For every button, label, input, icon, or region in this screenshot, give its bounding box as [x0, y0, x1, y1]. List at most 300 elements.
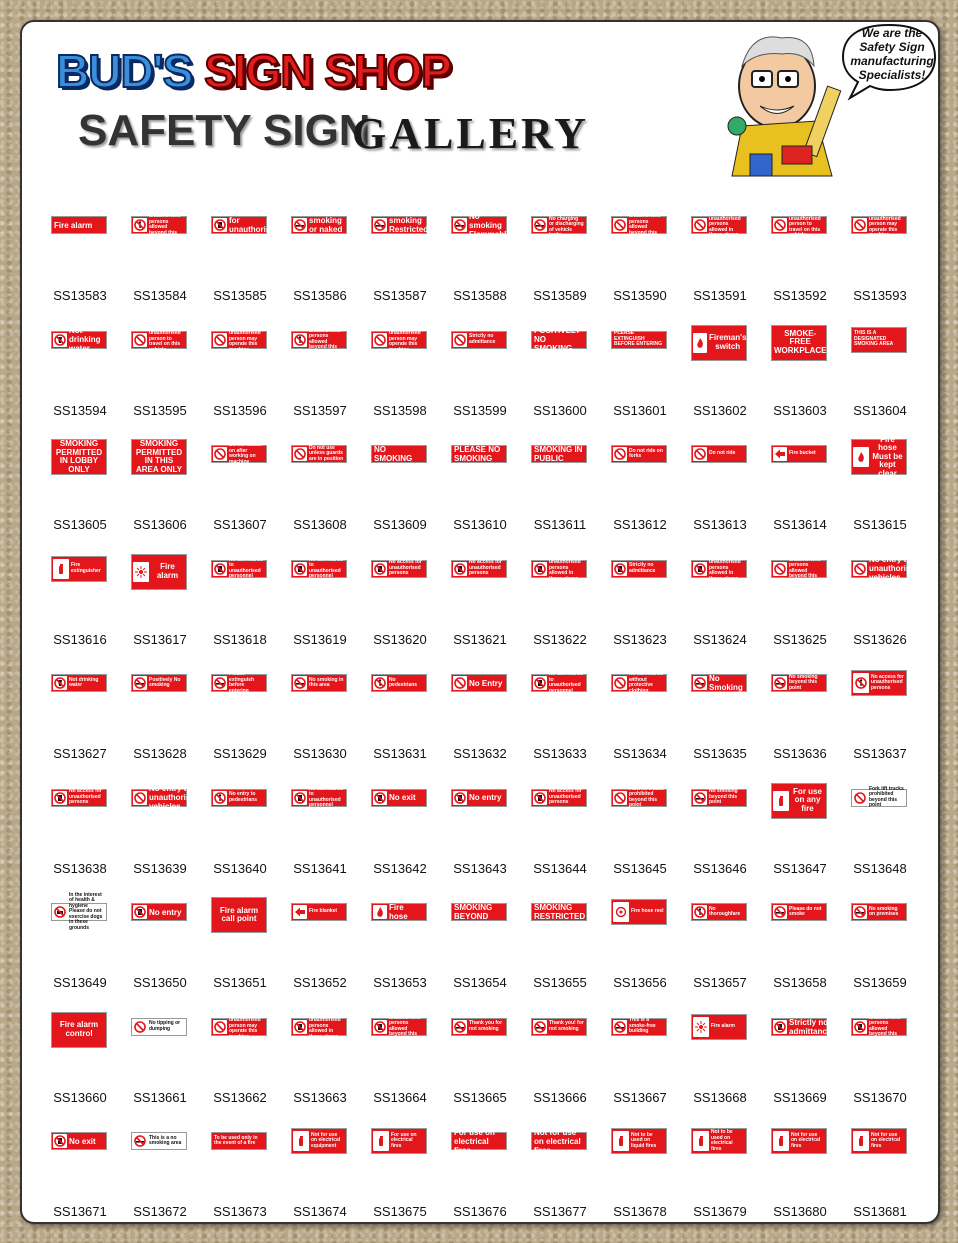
sign-code-label[interactable]: SS13628 [133, 746, 187, 761]
sign-code-label[interactable]: SS13596 [213, 402, 267, 418]
sign-code-label[interactable]: SS13610 [453, 517, 507, 532]
sign-thumbnail[interactable] [531, 1018, 587, 1036]
sign-code-label[interactable]: SS13605 [53, 517, 107, 532]
sign-code-label[interactable]: SS13620 [373, 631, 427, 647]
sign-code-label[interactable]: SS13637 [853, 746, 907, 761]
sign-item[interactable] [198, 897, 278, 1012]
sign-item[interactable] [518, 783, 598, 898]
sign-code-label[interactable]: SS13635 [693, 746, 747, 761]
sign-code-label[interactable]: SS13658 [773, 975, 827, 990]
sign-item[interactable] [838, 325, 918, 440]
sign-thumbnail[interactable] [51, 674, 107, 692]
sign-code-label[interactable]: SS13671 [53, 1204, 107, 1219]
sign-code-label[interactable]: SS13616 [53, 631, 107, 647]
sign-code-label[interactable]: SS13607 [213, 517, 267, 532]
sign-item[interactable] [38, 891, 118, 1012]
sign-code-label[interactable]: SS13597 [293, 402, 347, 418]
sign-item[interactable] [278, 1012, 358, 1127]
sign-code-label[interactable]: SS13675 [373, 1204, 427, 1219]
sign-thumbnail[interactable] [531, 553, 587, 582]
sign-item[interactable] [198, 554, 278, 669]
sign-item[interactable] [438, 1126, 518, 1241]
sign-item[interactable] [38, 1126, 118, 1241]
sign-thumbnail[interactable] [451, 211, 511, 239]
sign-thumbnail[interactable] [531, 671, 587, 694]
sign-thumbnail[interactable] [771, 210, 827, 239]
sign-code-label[interactable]: SS13657 [693, 975, 747, 990]
sign-item[interactable] [598, 1012, 678, 1127]
sign-code-label[interactable]: SS13613 [693, 517, 747, 532]
sign-item[interactable] [758, 1126, 838, 1241]
sign-item[interactable] [198, 439, 278, 554]
sign-code-label[interactable]: SS13619 [293, 631, 347, 647]
sign-item[interactable] [758, 668, 838, 783]
sign-thumbnail[interactable] [51, 891, 107, 931]
sign-item[interactable] [118, 897, 198, 1012]
sign-thumbnail[interactable] [531, 789, 587, 807]
sign-item[interactable] [598, 897, 678, 1012]
sign-thumbnail[interactable] [851, 670, 907, 696]
sign-code-label[interactable]: SS13663 [293, 1089, 347, 1105]
sign-thumbnail[interactable] [51, 216, 107, 234]
sign-thumbnail[interactable] [771, 903, 827, 921]
sign-thumbnail[interactable] [51, 1012, 107, 1048]
sign-item[interactable] [838, 434, 918, 554]
sign-code-label[interactable]: SS13602 [693, 402, 747, 418]
sign-code-label[interactable]: SS13611 [533, 517, 587, 532]
sign-code-label[interactable]: SS13622 [533, 631, 587, 647]
sign-item[interactable] [198, 325, 278, 440]
sign-code-label[interactable]: SS13583 [53, 288, 107, 303]
sign-thumbnail[interactable] [291, 445, 347, 463]
sign-code-label[interactable]: SS13599 [453, 402, 507, 418]
sign-thumbnail[interactable] [371, 1009, 427, 1043]
sign-item[interactable] [118, 1012, 198, 1127]
sign-code-label[interactable]: SS13668 [693, 1089, 747, 1105]
sign-thumbnail[interactable] [131, 554, 187, 590]
sign-thumbnail[interactable] [51, 1132, 107, 1150]
sign-item[interactable] [358, 207, 438, 325]
sign-code-label[interactable]: SS13621 [453, 631, 507, 647]
sign-thumbnail[interactable] [851, 1009, 907, 1043]
sign-thumbnail[interactable] [691, 1014, 747, 1040]
sign-code-label[interactable]: SS13585 [213, 288, 267, 303]
sign-thumbnail[interactable] [371, 207, 429, 243]
sign-code-label[interactable]: SS13646 [693, 860, 747, 876]
sign-item[interactable] [278, 897, 358, 1012]
sign-code-label[interactable]: SS13632 [453, 746, 507, 761]
sign-thumbnail[interactable] [51, 326, 107, 353]
sign-code-label[interactable]: SS13639 [133, 860, 187, 876]
sign-item[interactable] [838, 897, 918, 1012]
sign-code-label[interactable]: SS13633 [533, 746, 587, 761]
sign-thumbnail[interactable] [691, 325, 747, 361]
sign-code-label[interactable]: SS13595 [133, 402, 187, 418]
sign-item[interactable] [678, 668, 758, 783]
sign-thumbnail[interactable] [451, 674, 507, 692]
sign-code-label[interactable]: SS13594 [53, 402, 107, 418]
sign-code-label[interactable]: SS13627 [53, 746, 107, 761]
sign-item[interactable] [838, 668, 918, 783]
sign-code-label[interactable]: SS13647 [773, 860, 827, 876]
sign-item[interactable] [598, 1126, 678, 1241]
sign-item[interactable] [358, 325, 438, 440]
sign-item[interactable] [38, 1012, 118, 1127]
sign-item[interactable] [118, 783, 198, 898]
sign-code-label[interactable]: SS13634 [613, 746, 667, 761]
sign-thumbnail[interactable] [451, 445, 507, 463]
sign-code-label[interactable]: SS13598 [373, 402, 427, 418]
sign-thumbnail[interactable] [451, 789, 507, 807]
sign-thumbnail[interactable] [211, 671, 267, 694]
sign-thumbnail[interactable] [291, 207, 347, 243]
sign-code-label[interactable]: SS13642 [373, 860, 427, 876]
sign-code-label[interactable]: SS13612 [613, 517, 667, 532]
sign-item[interactable] [598, 207, 678, 325]
sign-thumbnail[interactable] [771, 445, 827, 463]
sign-thumbnail[interactable] [291, 785, 347, 808]
sign-thumbnail[interactable] [771, 325, 827, 361]
sign-thumbnail[interactable] [851, 1128, 907, 1154]
sign-item[interactable] [358, 439, 438, 554]
sign-thumbnail[interactable] [291, 903, 347, 921]
sign-item[interactable] [678, 1012, 758, 1127]
sign-thumbnail[interactable] [771, 783, 827, 819]
sign-code-label[interactable]: SS13630 [293, 746, 347, 761]
sign-code-label[interactable]: SS13591 [693, 288, 747, 303]
sign-thumbnail[interactable] [531, 436, 587, 472]
sign-item[interactable] [438, 783, 518, 898]
sign-item[interactable] [678, 210, 758, 325]
sign-item[interactable] [758, 210, 838, 325]
sign-item[interactable] [198, 207, 280, 325]
sign-code-label[interactable]: SS13631 [373, 746, 427, 761]
sign-thumbnail[interactable] [531, 894, 587, 930]
sign-code-label[interactable]: SS13673 [213, 1204, 267, 1219]
sign-code-label[interactable]: SS13640 [213, 860, 267, 876]
sign-item[interactable] [118, 668, 198, 783]
sign-thumbnail[interactable] [211, 1011, 267, 1040]
sign-code-label[interactable]: SS13606 [133, 517, 187, 532]
sign-code-label[interactable]: SS13674 [293, 1204, 347, 1219]
sign-thumbnail[interactable] [371, 789, 427, 807]
sign-thumbnail[interactable] [211, 207, 280, 243]
sign-thumbnail[interactable] [131, 207, 187, 241]
sign-thumbnail[interactable] [371, 445, 427, 463]
sign-item[interactable] [838, 210, 918, 325]
sign-item[interactable] [38, 210, 118, 325]
sign-thumbnail[interactable] [291, 322, 347, 356]
sign-item[interactable] [38, 554, 118, 669]
sign-code-label[interactable]: SS13676 [453, 1204, 507, 1219]
sign-thumbnail[interactable] [771, 674, 827, 692]
sign-item[interactable] [758, 897, 838, 1012]
sign-code-label[interactable]: SS13593 [853, 288, 907, 303]
sign-thumbnail[interactable] [611, 671, 667, 694]
sign-code-label[interactable]: SS13626 [853, 631, 907, 647]
sign-thumbnail[interactable] [851, 785, 907, 808]
sign-item[interactable] [278, 322, 358, 440]
sign-code-label[interactable]: SS13589 [533, 288, 587, 303]
sign-item[interactable] [358, 783, 438, 898]
sign-code-label[interactable]: SS13654 [453, 975, 507, 990]
sign-code-label[interactable]: SS13618 [213, 631, 267, 647]
shop-logo[interactable] [56, 44, 451, 98]
sign-thumbnail[interactable] [611, 445, 667, 463]
sign-item[interactable] [438, 554, 518, 669]
sign-thumbnail[interactable] [291, 1011, 347, 1040]
sign-code-label[interactable]: SS13652 [293, 975, 347, 990]
sign-item[interactable] [598, 668, 678, 783]
sign-item[interactable] [278, 783, 358, 898]
sign-item[interactable] [278, 554, 358, 669]
sign-thumbnail[interactable] [131, 903, 187, 921]
sign-code-label[interactable]: SS13624 [693, 631, 747, 647]
sign-thumbnail[interactable] [691, 445, 747, 463]
sign-item[interactable] [358, 668, 438, 783]
sign-thumbnail[interactable] [851, 327, 907, 353]
sign-thumbnail[interactable] [451, 1127, 507, 1155]
sign-thumbnail[interactable] [131, 1132, 187, 1150]
sign-code-label[interactable]: SS13677 [533, 1204, 587, 1219]
sign-code-label[interactable]: SS13614 [773, 517, 827, 532]
sign-thumbnail[interactable] [691, 789, 747, 807]
sign-code-label[interactable]: SS13655 [533, 975, 587, 990]
sign-code-label[interactable]: SS13645 [613, 860, 667, 876]
sign-thumbnail[interactable] [691, 903, 747, 921]
sign-item[interactable] [358, 897, 438, 1012]
sign-code-label[interactable]: SS13587 [373, 288, 427, 303]
sign-thumbnail[interactable] [211, 442, 267, 465]
sign-item[interactable] [518, 894, 598, 1012]
sign-item[interactable] [598, 325, 678, 440]
sign-item[interactable] [598, 439, 678, 554]
sign-code-label[interactable]: SS13664 [373, 1089, 427, 1105]
sign-code-label[interactable]: SS13666 [533, 1089, 587, 1105]
sign-item[interactable] [38, 668, 118, 783]
sign-thumbnail[interactable] [611, 560, 667, 578]
sign-thumbnail[interactable] [771, 1017, 832, 1036]
sign-item[interactable] [678, 783, 758, 898]
sign-code-label[interactable]: SS13653 [373, 975, 427, 990]
sign-code-label[interactable]: SS13600 [533, 402, 587, 418]
sign-code-label[interactable]: SS13662 [213, 1089, 267, 1105]
sign-code-label[interactable]: SS13601 [613, 402, 667, 418]
sign-code-label[interactable]: SS13638 [53, 860, 107, 876]
sign-code-label[interactable]: SS13648 [853, 860, 907, 876]
sign-code-label[interactable]: SS13678 [613, 1204, 667, 1219]
sign-code-label[interactable]: SS13625 [773, 631, 827, 647]
sign-item[interactable] [118, 1126, 198, 1241]
sign-thumbnail[interactable] [211, 1132, 267, 1150]
sign-code-label[interactable]: SS13590 [613, 288, 667, 303]
sign-thumbnail[interactable] [371, 1128, 427, 1154]
sign-code-label[interactable]: SS13586 [293, 288, 347, 303]
sign-thumbnail[interactable] [371, 674, 427, 692]
sign-item[interactable] [518, 668, 598, 783]
sign-code-label[interactable]: SS13669 [773, 1089, 827, 1105]
sign-item[interactable] [278, 439, 358, 554]
sign-code-label[interactable]: SS13644 [533, 860, 587, 876]
sign-item[interactable] [438, 325, 518, 440]
sign-thumbnail[interactable] [451, 894, 507, 930]
sign-item[interactable] [38, 783, 118, 898]
sign-thumbnail[interactable] [51, 789, 107, 807]
sign-thumbnail[interactable] [531, 326, 587, 353]
sign-item[interactable] [678, 554, 758, 669]
sign-item[interactable] [758, 439, 838, 554]
sign-thumbnail[interactable] [611, 207, 667, 241]
sign-thumbnail[interactable] [371, 903, 427, 921]
sign-item[interactable] [518, 554, 598, 669]
sign-thumbnail[interactable] [611, 785, 667, 808]
sign-item[interactable] [38, 325, 118, 440]
sign-thumbnail[interactable] [691, 210, 747, 239]
sign-item[interactable] [838, 1126, 918, 1241]
sign-code-label[interactable]: SS13643 [453, 860, 507, 876]
sign-code-label[interactable]: SS13623 [613, 631, 667, 647]
sign-item[interactable] [678, 1126, 758, 1241]
sign-code-label[interactable]: SS13636 [773, 746, 827, 761]
sign-item[interactable] [758, 325, 838, 440]
sign-item[interactable] [118, 439, 198, 554]
sign-thumbnail[interactable] [691, 553, 747, 582]
sign-item[interactable] [678, 325, 758, 440]
sign-item[interactable] [438, 894, 518, 1012]
sign-thumbnail[interactable] [131, 674, 187, 692]
sign-thumbnail[interactable] [131, 784, 200, 811]
sign-item[interactable] [758, 783, 838, 898]
sign-thumbnail[interactable] [691, 674, 747, 692]
sign-code-label[interactable]: SS13608 [293, 517, 347, 532]
sign-thumbnail[interactable] [611, 899, 667, 925]
sign-code-label[interactable]: SS13681 [853, 1204, 907, 1219]
sign-item[interactable] [198, 1126, 278, 1241]
sign-code-label[interactable]: SS13649 [53, 975, 107, 990]
sign-thumbnail[interactable] [211, 324, 267, 353]
sign-item[interactable] [518, 1126, 598, 1241]
sign-code-label[interactable]: SS13665 [453, 1089, 507, 1105]
sign-code-label[interactable]: SS13656 [613, 975, 667, 990]
sign-thumbnail[interactable] [291, 674, 347, 692]
prohibition-hand-icon [213, 218, 227, 232]
sign-item[interactable] [358, 1126, 438, 1241]
sign-code-label[interactable]: SS13603 [773, 402, 827, 418]
sign-thumbnail[interactable] [51, 439, 107, 475]
sign-thumbnail[interactable] [611, 331, 667, 349]
sign-item[interactable] [518, 1012, 598, 1127]
sign-item[interactable] [758, 551, 838, 669]
sign-code-label[interactable]: SS13679 [693, 1204, 747, 1219]
sign-thumbnail[interactable] [771, 551, 827, 585]
sign-item[interactable] [358, 554, 438, 669]
sign-code-label[interactable]: SS13604 [853, 402, 907, 418]
sign-item[interactable] [438, 668, 518, 783]
sign-item[interactable] [678, 897, 758, 1012]
sign-code-label[interactable]: SS13667 [613, 1089, 667, 1105]
sign-code-label[interactable]: SS13660 [53, 1089, 107, 1105]
sign-thumbnail[interactable] [451, 1018, 507, 1036]
sign-thumbnail[interactable] [691, 1128, 747, 1154]
sign-item[interactable] [838, 783, 918, 898]
sign-text: Not to be used on electrical fires [711, 1129, 733, 1152]
sign-item[interactable] [118, 207, 198, 325]
sign-code-label[interactable]: SS13659 [853, 975, 907, 990]
sign-code-label[interactable]: SS13651 [213, 975, 267, 990]
sign-thumbnail[interactable] [51, 556, 107, 582]
sign-item[interactable] [598, 783, 678, 898]
sign-thumbnail[interactable] [131, 1018, 187, 1036]
sign-code-label[interactable]: SS13661 [133, 1089, 187, 1105]
sign-item[interactable] [118, 325, 198, 440]
sign-code-label[interactable]: SS13617 [133, 631, 187, 647]
sign-item[interactable] [118, 554, 198, 669]
sign-item[interactable] [278, 668, 358, 783]
sign-item[interactable] [198, 1012, 278, 1127]
sign-code-label[interactable]: SS13609 [373, 517, 427, 532]
sign-thumbnail[interactable] [291, 556, 347, 579]
sign-thumbnail[interactable] [851, 555, 920, 582]
sign-item[interactable] [278, 207, 358, 325]
sign-item[interactable] [518, 325, 598, 440]
sign-item[interactable] [198, 783, 278, 898]
sign-code-label[interactable]: SS13650 [133, 975, 187, 990]
sign-item[interactable] [198, 668, 278, 783]
sign-thumbnail[interactable] [211, 556, 267, 579]
sign-thumbnail[interactable] [371, 560, 427, 578]
sign-code-label[interactable]: SS13615 [853, 517, 907, 532]
sign-thumbnail[interactable] [611, 1018, 667, 1036]
sign-item[interactable] [278, 1126, 358, 1241]
sign-item[interactable] [438, 1012, 518, 1127]
sign-item[interactable] [518, 210, 598, 325]
sign-item[interactable] [838, 1009, 918, 1127]
sign-code-label[interactable]: SS13629 [213, 746, 267, 761]
sign-thumbnail[interactable] [131, 324, 187, 353]
sign-thumbnail[interactable] [371, 324, 427, 353]
sign-thumbnail[interactable] [851, 210, 907, 239]
sign-item[interactable] [518, 436, 598, 554]
sign-code-label[interactable]: SS13588 [453, 288, 507, 303]
sign-code-label[interactable]: SS13672 [133, 1204, 187, 1219]
sign-item[interactable] [838, 554, 918, 669]
sign-code-label[interactable]: SS13670 [853, 1089, 907, 1105]
sign-code-label[interactable]: SS13641 [293, 860, 347, 876]
sign-thumbnail[interactable] [131, 439, 187, 475]
sign-code-label[interactable]: SS13680 [773, 1204, 827, 1219]
sign-code-label[interactable]: SS13584 [133, 288, 187, 303]
sign-item[interactable] [758, 1012, 838, 1127]
sign-item[interactable] [678, 439, 758, 554]
sign-thumbnail[interactable] [211, 897, 267, 933]
sign-thumbnail[interactable] [451, 331, 507, 349]
sign-thumbnail[interactable] [851, 903, 907, 921]
sign-thumbnail[interactable] [771, 1128, 827, 1154]
sign-item[interactable] [358, 1009, 438, 1127]
sign-item[interactable] [38, 439, 118, 554]
sign-thumbnail[interactable] [531, 1127, 587, 1155]
sign-item[interactable] [438, 439, 518, 554]
sign-thumbnail[interactable] [291, 1128, 347, 1154]
sign-thumbnail[interactable] [851, 434, 907, 478]
sign-thumbnail[interactable] [451, 560, 507, 578]
sign-item[interactable] [598, 554, 678, 669]
sign-item[interactable] [438, 210, 518, 325]
sign-code-label[interactable]: SS13592 [773, 288, 827, 303]
sign-thumbnail[interactable] [531, 210, 587, 239]
sign-thumbnail[interactable] [211, 789, 267, 807]
sign-thumbnail[interactable] [611, 1128, 667, 1154]
